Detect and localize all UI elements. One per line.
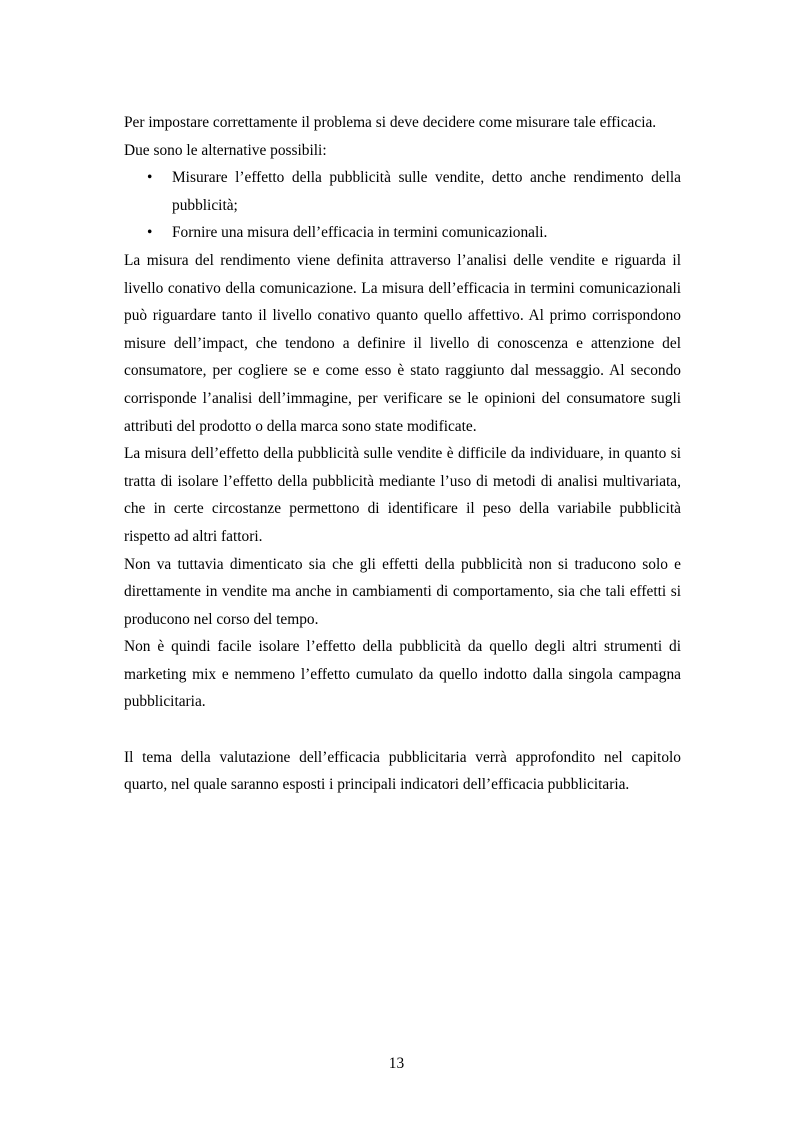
- alternatives-list: [124, 164, 681, 247]
- bullet-icon: •: [147, 224, 153, 242]
- paragraph-effetto-vendite: La misura dell’effetto della pubblicità sulle vendite è difficile da individuare, in quanto si tratta di isolare l’effetto della pubblicità mediante l’uso di metodi di analisi multivariata, che in certe circostanze permettono di identificare il peso della variabile pubblicità rispetto ad altri fattori.: [124, 445, 681, 545]
- bullet-icon: •: [147, 169, 153, 187]
- page-body: [124, 109, 681, 799]
- paragraph-rendimento: La misura del rendimento viene definita attraverso l’analisi delle vendite e riguarda il livello conativo della comunicazione. La misura dell’efficacia in termini comunicazionali può riguardare tanto il livello conativo quanto quello affettivo. Al primo corrispondono misure dell’impact, che tendono a definire il livello di conoscenza e attenzione del consumatore, per cogliere se e come esso è stato raggiunto dal messaggio. Al secondo corrisponde l’analisi dell’immagine, per verificare se le opinioni del consumatore sugli attributi del prodotto o della marca sono state modificate.: [124, 251, 681, 435]
- list-item-text: Misurare l’effetto della pubblicità sulle vendite, detto anche rendimento della pubblicità;: [172, 169, 681, 214]
- paragraph-closing: Il tema della valutazione dell’efficacia pubblicitaria verrà approfondito nel capitolo quarto, nel quale saranno esposti i principali indicatori dell’efficacia pubblicitaria.: [124, 748, 681, 794]
- list-item-text: Fornire una misura dell’efficacia in termini comunicazionali.: [172, 224, 548, 242]
- intro-sentence: Per impostare correttamente il problema si deve decidere come misurare tale efficacia.: [124, 114, 657, 131]
- intro-alternatives: Due sono le alternative possibili:: [124, 141, 327, 159]
- list-item: [124, 164, 681, 219]
- paragraph-effetti-tempo: Non va tuttavia dimenticato sia che gli effetti della pubblicità non si traducono solo e direttamente in vendite ma anche in cambiamenti di comportamento, sia che tali effetti si producono nel corso del tempo.: [124, 555, 681, 628]
- paragraph-spacer: [124, 716, 681, 744]
- list-item: [124, 219, 681, 247]
- page-number: 13: [388, 1055, 405, 1072]
- paragraph-marketing-mix: Non è quindi facile isolare l’effetto della pubblicità da quello degli altri strumenti di marketing mix e nemmeno l’effetto cumulato da quello indotto dalla singola campagna pubblicitaria.: [124, 638, 681, 711]
